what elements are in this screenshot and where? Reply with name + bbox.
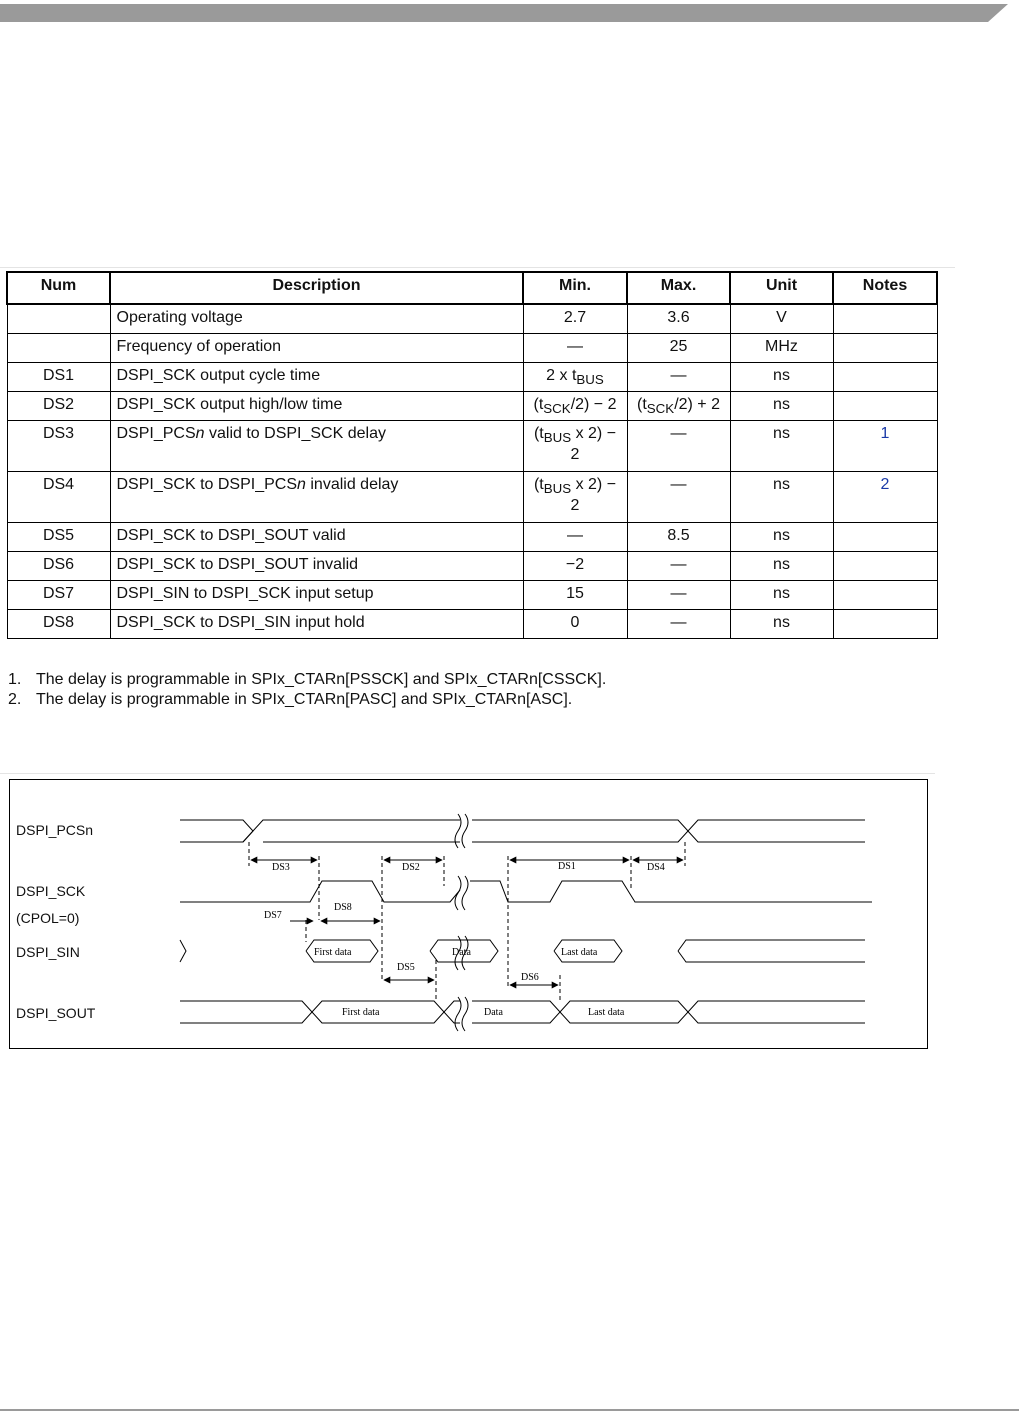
note-link-1[interactable]: 1 [833, 421, 937, 472]
label-ds2: DS2 [402, 862, 420, 873]
cell-unit: ns [730, 581, 833, 610]
cell-notes [833, 392, 937, 421]
label-ds3: DS3 [272, 862, 290, 873]
sin-waveform [180, 940, 865, 962]
sout-last-data-label: Last data [588, 1007, 625, 1018]
cell-max: $(t_{SCK}/2) + 2$ [627, 392, 730, 421]
cell-min: ($t_{BUS}$ x 2) − 2 [523, 472, 627, 523]
header-notes: Notes [833, 272, 937, 304]
sout-waveform [180, 1001, 865, 1023]
section-rule [0, 267, 955, 268]
signal-label-sck: DSPI_SCK [16, 883, 86, 899]
table-row [7, 523, 937, 552]
cell-min: ($t_{BUS}$ x 2) − 2 [523, 421, 627, 472]
cell-desc: Frequency of operation [110, 334, 523, 363]
signal-label-sout: DSPI_SOUT [16, 1005, 96, 1021]
cell-max: — [627, 552, 730, 581]
cell-num: DS4 [7, 472, 110, 523]
cell-unit: MHz [730, 334, 833, 363]
cell-min: −2 [523, 552, 627, 581]
cell-num [7, 334, 110, 363]
cell-desc: DSPI_SCK output high/low time [110, 392, 523, 421]
table-row [7, 334, 937, 363]
cell-min: — [523, 334, 627, 363]
cell-num: DS6 [7, 552, 110, 581]
cell-unit: ns [730, 421, 833, 472]
cell-unit: V [730, 304, 833, 334]
sin-data-label: Data [452, 947, 471, 958]
table-row [7, 304, 937, 334]
cell-max: — [627, 421, 730, 472]
cell-min: 0 [523, 610, 627, 639]
header-min: Min. [523, 272, 627, 304]
sin-last-data-label: Last data [561, 947, 598, 958]
footnote-1: 1. The delay is programmable in SPIx_CTARn[PSSCK] and SPIx_CTARn[CSSCK]. [8, 671, 607, 688]
cell-max: — [627, 581, 730, 610]
cell-desc: DSPI_SCK output cycle time [110, 363, 523, 392]
cell-min: 2.7 [523, 304, 627, 334]
signal-label-pcs: DSPI_PCSn [16, 822, 94, 838]
cell-max: — [627, 472, 730, 523]
sin-first-data-label: First data [314, 947, 352, 958]
cell-num: DS3 [7, 421, 110, 472]
footer-rule [0, 1409, 1019, 1411]
cell-min: 2 x $t_{BUS}$ [523, 363, 627, 392]
cell-min: 15 [523, 581, 627, 610]
header-description: Description [110, 272, 523, 304]
header-bar [0, 4, 1019, 26]
cell-num: DS1 [7, 363, 110, 392]
cell-notes [833, 363, 937, 392]
label-ds7: DS7 [264, 910, 282, 921]
cell-desc: Operating voltage [110, 304, 523, 334]
sck-waveform [180, 881, 872, 902]
label-ds5: DS5 [397, 962, 415, 973]
cell-notes [833, 552, 937, 581]
label-ds4: DS4 [647, 862, 665, 873]
cell-max: 25 [627, 334, 730, 363]
timing-diagram [9, 779, 928, 1049]
label-ds1: DS1 [558, 861, 576, 872]
cell-min: $(t_{SCK}/2) - 2$ [523, 392, 627, 421]
signal-label-cpol: (CPOL=0) [16, 910, 80, 926]
table-row [7, 552, 937, 581]
cell-num: DS8 [7, 610, 110, 639]
cell-num: DS5 [7, 523, 110, 552]
footnote-2: 2. The delay is programmable in SPIx_CTARn[PASC] and SPIx_CTARn[ASC]. [8, 691, 573, 708]
reference-lines [249, 842, 685, 1002]
cell-notes [833, 581, 937, 610]
table-row [7, 581, 937, 610]
sout-first-data-label: First data [342, 1007, 380, 1018]
cell-notes [833, 334, 937, 363]
header-max: Max. [627, 272, 730, 304]
pcs-waveform [180, 820, 865, 842]
cell-max: 3.6 [627, 304, 730, 334]
cell-desc: DSPI_SCK to DSPI_PCSn invalid delay [110, 472, 523, 523]
cell-desc: DSPI_SCK to DSPI_SIN input hold [110, 610, 523, 639]
cell-num: DS2 [7, 392, 110, 421]
cell-max: — [627, 363, 730, 392]
cell-max: — [627, 610, 730, 639]
table-row [7, 392, 937, 421]
cell-unit: ns [730, 523, 833, 552]
header-num: Num [7, 272, 110, 304]
timing-spec-table [6, 271, 938, 639]
cell-unit: ns [730, 610, 833, 639]
table-row [7, 610, 937, 639]
note-link-2[interactable]: 2 [833, 472, 937, 523]
cell-desc: DSPI_SCK to DSPI_SOUT valid [110, 523, 523, 552]
cell-notes [833, 304, 937, 334]
cell-notes [833, 610, 937, 639]
table-row [7, 421, 937, 472]
cell-unit: ns [730, 363, 833, 392]
table-row [7, 363, 937, 392]
cell-num: DS7 [7, 581, 110, 610]
break-marks [455, 814, 468, 1031]
label-ds8: DS8 [334, 902, 352, 913]
label-ds6: DS6 [521, 972, 539, 983]
cell-min: — [523, 523, 627, 552]
cell-desc: DSPI_PCSn valid to DSPI_SCK delay [110, 421, 523, 472]
table-row [7, 472, 937, 523]
cell-num [7, 304, 110, 334]
cell-unit: ns [730, 472, 833, 523]
cell-unit: ns [730, 392, 833, 421]
table-header-row [7, 272, 937, 304]
header-unit: Unit [730, 272, 833, 304]
sout-data-label: Data [484, 1007, 503, 1018]
signal-label-sin: DSPI_SIN [16, 944, 80, 960]
table-footnotes [8, 670, 606, 710]
cell-desc: DSPI_SCK to DSPI_SOUT invalid [110, 552, 523, 581]
waveforms [10, 780, 926, 1047]
cell-desc: DSPI_SIN to DSPI_SCK input setup [110, 581, 523, 610]
cell-notes [833, 523, 937, 552]
cell-max: 8.5 [627, 523, 730, 552]
cell-unit: ns [730, 552, 833, 581]
